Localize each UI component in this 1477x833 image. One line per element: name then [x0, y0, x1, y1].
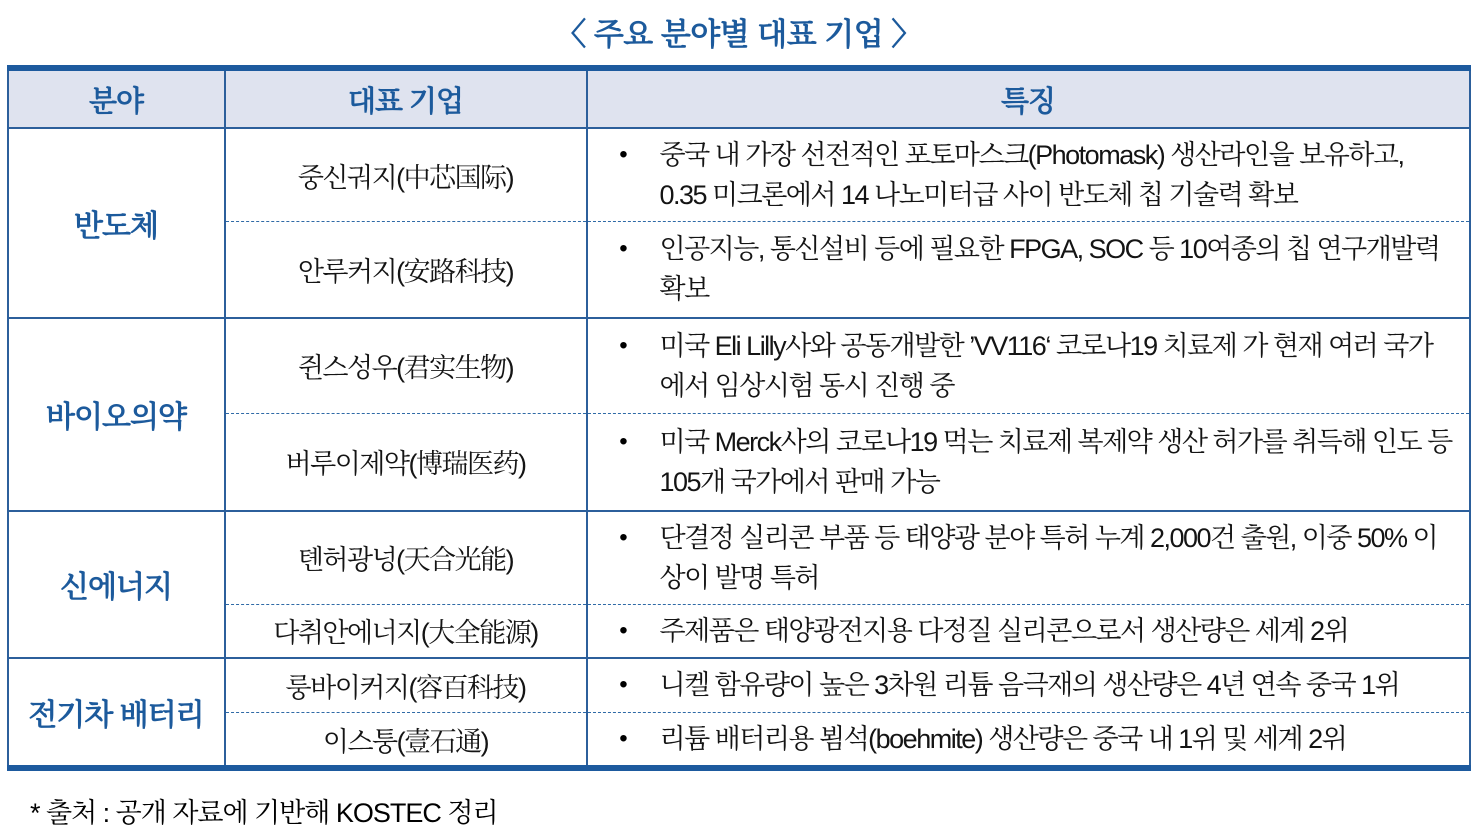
source-footnote: * 출처 : 공개 자료에 기반해 KOSTEC 정리 — [30, 798, 498, 828]
feature-text: 미국 Eli Lilly사와 공동개발한 ’VV116‘ 코로나19 치료제 가 현재 여러 국가에서 임상시험 동시 진행 중 — [659, 330, 1433, 401]
company-cell: 톈허광넝(天合光能) — [225, 511, 587, 605]
table-row — [8, 128, 1470, 222]
page-title: 〈 주요 분야별 대표 기업 〉 — [555, 17, 922, 52]
feature-text: 인공지능, 통신설비 등에 필요한 FPGA, SOC 등 10여종의 칩 연구개발력 확보 — [659, 234, 1440, 305]
sector-cell-ev-battery: 전기차 배터리 — [8, 658, 225, 769]
company-cell: 쥔스성우(君实生物) — [225, 318, 587, 414]
sector-cell-new-energy: 신에너지 — [8, 511, 225, 658]
company-cell: 룽바이커지(容百科技) — [225, 658, 587, 713]
company-cell: 이스퉁(壹石通) — [225, 713, 587, 769]
feature-text: 리튬 배터리용 뵘석(boehmite) 생산량은 중국 내 1위 및 세계 2위 — [659, 724, 1347, 754]
feature-cell — [587, 318, 1470, 414]
company-cell: 버루이제약(博瑞医药) — [225, 414, 587, 511]
feature-cell — [587, 222, 1470, 318]
feature-text: 미국 Merck사의 코로나19 먹는 치료제 복제약 생산 허가를 취득해 인도 등 105개 국가에서 판매 가능 — [659, 426, 1452, 497]
table-row — [8, 511, 1470, 605]
sector-cell-semiconductor: 반도체 — [8, 128, 225, 318]
feature-cell — [587, 604, 1470, 658]
bullet-icon: • — [619, 235, 628, 263]
column-header-feature: 특징 — [587, 68, 1470, 128]
table-row — [8, 222, 1470, 318]
bullet-icon: • — [619, 725, 628, 752]
bullet-icon: • — [619, 616, 628, 644]
feature-text: 니켈 함유량이 높은 3차원 리튬 음극재의 생산량은 4년 연속 중국 1위 — [659, 670, 1400, 701]
feature-text: 중국 내 가장 선전적인 포토마스크(Photomask) 생산라인을 보유하고, 0.35 미크론에서 14 나노미터급 사이 반도체 칩 기술력 확보 — [659, 140, 1404, 210]
column-header-sector: 분야 — [8, 68, 225, 128]
sector-cell-biopharma: 바이오의약 — [8, 318, 225, 511]
feature-cell — [587, 511, 1470, 605]
feature-cell — [587, 713, 1470, 769]
feature-cell — [587, 658, 1470, 713]
table-row — [8, 713, 1470, 769]
feature-cell — [587, 414, 1470, 511]
table-row — [8, 658, 1470, 713]
table-header-row — [8, 68, 1470, 128]
column-header-company: 대표 기업 — [225, 68, 587, 128]
table-row — [8, 414, 1470, 511]
sector-companies-table — [7, 65, 1471, 771]
company-cell: 중신궈지(中芯国际) — [225, 128, 587, 222]
table-row — [8, 604, 1470, 658]
feature-text: 주제품은 태양광전지용 다정질 실리콘으로서 생산량은 세계 2위 — [659, 615, 1349, 646]
feature-cell — [587, 128, 1470, 222]
bullet-icon: • — [619, 331, 628, 359]
bullet-icon: • — [619, 427, 628, 455]
company-cell: 다취안에너지(大全能源) — [225, 604, 587, 658]
bullet-icon: • — [619, 141, 628, 168]
company-cell: 안루커지(安路科技) — [225, 222, 587, 318]
bullet-icon: • — [619, 671, 628, 699]
feature-text: 단결정 실리콘 부품 등 태양광 분야 특허 누계 2,000건 출원, 이중 50% 이상이 발명 특허 — [659, 522, 1438, 593]
bullet-icon: • — [619, 523, 628, 551]
table-row — [8, 318, 1470, 414]
